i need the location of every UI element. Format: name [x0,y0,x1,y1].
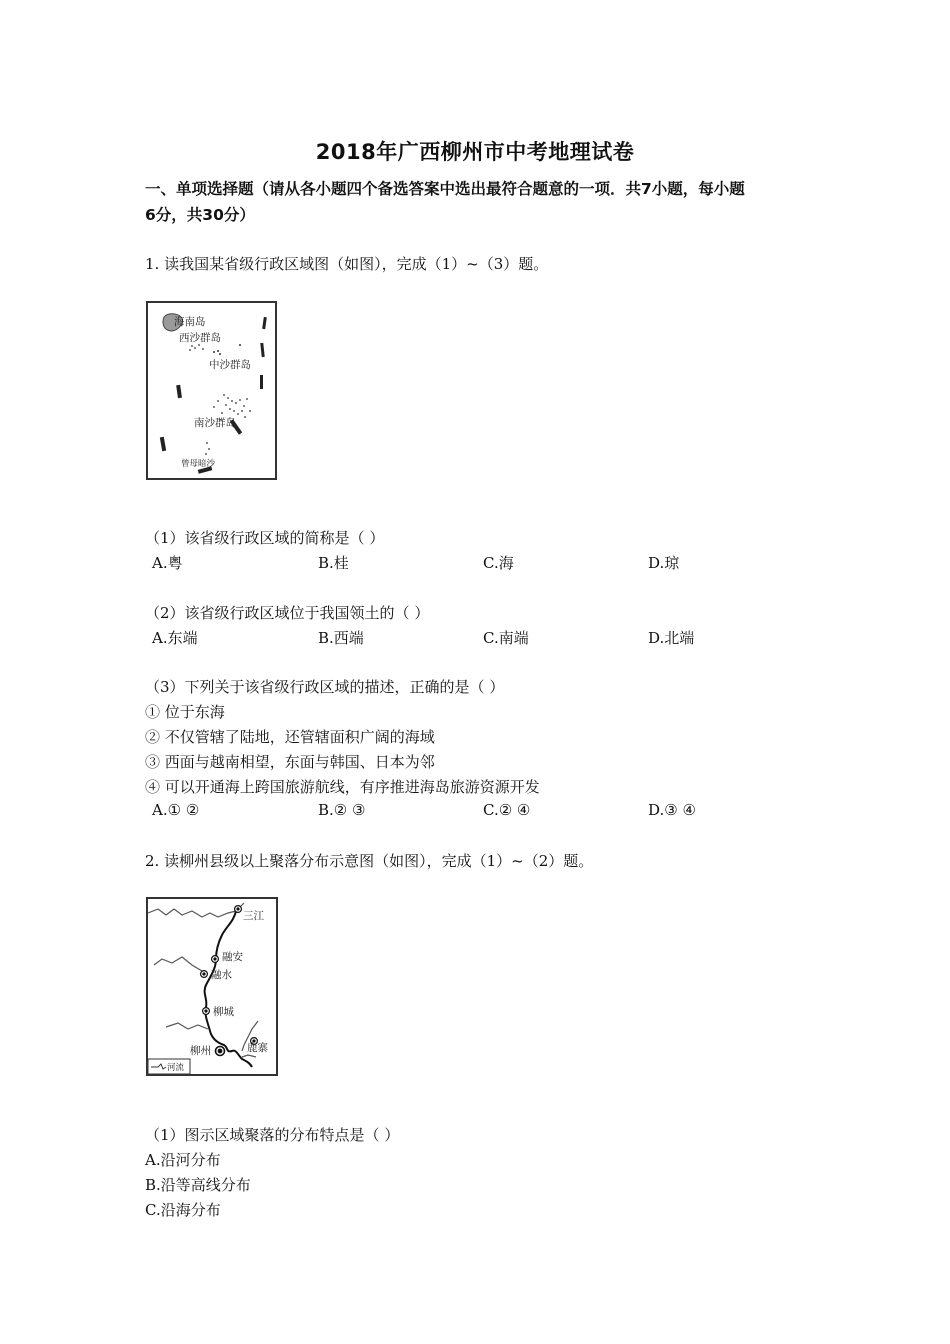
label-nansha: 南沙群岛 [194,417,236,429]
xisha-islands-dots [189,344,204,351]
q1-sub2-option-c[interactable]: C.南端 [483,629,529,647]
river-line [148,909,236,917]
zhongsha-islands-dots [213,344,241,355]
liuzhou-map-drawing [148,899,276,1074]
q1-sub3-option-a[interactable]: A.① ② [152,801,200,819]
label-hainan: 海南岛 [174,316,206,328]
river-line [242,1055,256,1057]
label-rongan: 融安 [222,951,243,963]
q1-sub2-option-a[interactable]: A.东端 [152,629,198,647]
q1-sub3-statement-4: ④ 可以开通海上跨国旅游航线，有序推进海岛旅游资源开发 [145,778,540,796]
settlement-sanjiang [235,906,242,913]
q1-sub1-stem: （1）该省级行政区域的简称是（ ） [145,529,385,547]
section-heading-line-2: 6分，共30分） [145,206,255,224]
boundary-mark [260,343,264,357]
question-2-stem: 2. 读柳州县级以上聚落分布示意图（如图），完成（1）~（2）题。 [145,852,594,870]
q1-sub3-option-c[interactable]: C.② ④ [483,801,531,819]
q1-sub1-option-b[interactable]: B.桂 [318,554,349,572]
hainan-map-drawing [148,303,275,478]
section-heading [145,176,810,228]
boundary-mark [176,385,182,398]
label-xisha: 西沙群岛 [179,332,221,344]
label-liucheng: 柳城 [213,1006,234,1018]
q1-sub3-option-b[interactable]: B.② ③ [318,801,366,819]
q2-sub1-option-b[interactable]: B.沿等高线分布 [145,1176,251,1194]
q2-sub1-option-c[interactable]: C.沿海分布 [145,1201,221,1219]
settlement-liucheng [203,1008,210,1015]
river-line [154,957,202,971]
label-sanjiang: 三江 [243,910,264,922]
q1-sub3-statement-1: ① 位于东海 [145,703,225,721]
q1-sub3-statement-3: ③ 西面与越南相望，东面与韩国、日本为邻 [145,753,435,771]
legend-river-label: 河流 [167,1063,185,1073]
q1-sub3-option-d[interactable]: D.③ ④ [648,801,696,819]
q1-sub1-option-a[interactable]: A.粤 [152,554,183,572]
boundary-mark [260,375,263,389]
label-luzhai: 鹿寨 [247,1042,268,1054]
label-rongshui: 融水 [211,969,232,981]
river-line [166,1023,208,1029]
page-title: 2018年广西柳州市中考地理试卷 [315,140,635,164]
q1-sub1-option-c[interactable]: C.海 [483,554,514,572]
section-heading-line-1: 一、单项选择题（请从各小题四个备选答案中选出最符合题意的一项．共7小题，每小题 [145,180,745,198]
hainan-province-map [146,301,277,480]
label-liuzhou: 柳州 [190,1045,211,1057]
q1-sub2-stem: （2）该省级行政区域位于我国领土的（ ） [145,604,430,622]
q1-sub3-statement-2: ② 不仅管辖了陆地，还管辖面积广阔的海域 [145,728,435,746]
q1-sub3-stem: （3）下列关于该省级行政区域的描述，正确的是（ ） [145,678,505,696]
liuzhou-settlement-map [146,897,278,1076]
label-zhongsha: 中沙群岛 [209,359,251,371]
q2-sub1-stem: （1）图示区域聚落的分布特点是（ ） [145,1126,400,1144]
q1-sub2-option-d[interactable]: D.北端 [648,629,695,647]
settlement-rongshui [201,971,208,978]
settlement-liuzhou [216,1047,225,1056]
q2-sub1-option-a[interactable]: A.沿河分布 [145,1151,221,1169]
label-zengmu: 曾母暗沙 [181,459,216,469]
settlement-rongan [212,956,219,963]
q1-sub2-option-b[interactable]: B.西端 [318,629,364,647]
boundary-mark [160,437,166,451]
question-1-stem: 1. 读我国某省级行政区域图（如图），完成（1）~（3）题。 [145,255,549,273]
boundary-mark [262,317,267,329]
q1-sub1-option-d[interactable]: D.琼 [648,554,680,572]
